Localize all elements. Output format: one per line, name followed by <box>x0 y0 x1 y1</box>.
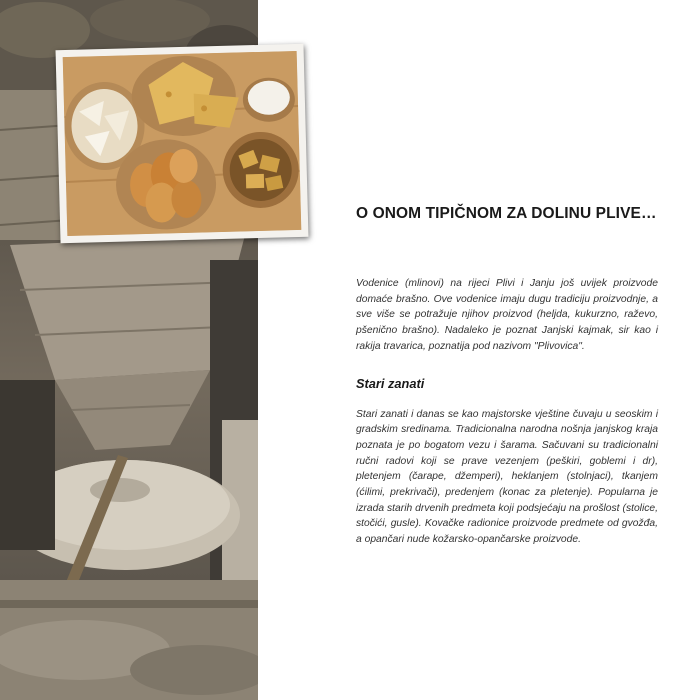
crafts-paragraph: Stari zanati i danas se kao majstorske vještine čuvaju u seoskim i gradskim sredinama. Tradicionalna narodna nošnja janjskog kraja poznata je po bogatom vezu i šarama. Sačuvani su tradicionalni ručni radovi koji se prave vezenjem (peškiri, goblemi i dr), pletenjem (čarape, džemperi), heklanjem (stolnjaci), tkanjem (ćilimi, prekrivači), predenjem (konac za pletenje). Popularna je izrada starih drvenih predmeta koji podsjećaju na prošlost (stolice, stočići, gusle). Kovačke radionice proizvode predmete od gvožđa, a opančari nude kožarsko-opančarske proizvode. <box>356 408 658 546</box>
crafts-heading: Stari zanati <box>356 375 425 391</box>
text-column <box>356 204 658 548</box>
page-title: O ONOM TIPIČNOM ZA DOLINU PLIVE… <box>356 205 657 222</box>
food-photo <box>56 44 309 243</box>
intro-paragraph: Vodenice (mlinovi) na rijeci Plivi i Janju još uvijek proizvode domaće brašno. Ove vodenice imaju dugu tradiciju proizvodnje, a sve više se potražuje njihov proizvod (heljda, kukurzno, raževo, pšenično brašno). Nadaleko je poznat Janjski kajmak, sir kao i rakija travarica, poznatija pod nazivom "Plivovica". <box>356 278 658 352</box>
food-photo-image <box>63 51 302 236</box>
food-illustration <box>63 51 302 236</box>
